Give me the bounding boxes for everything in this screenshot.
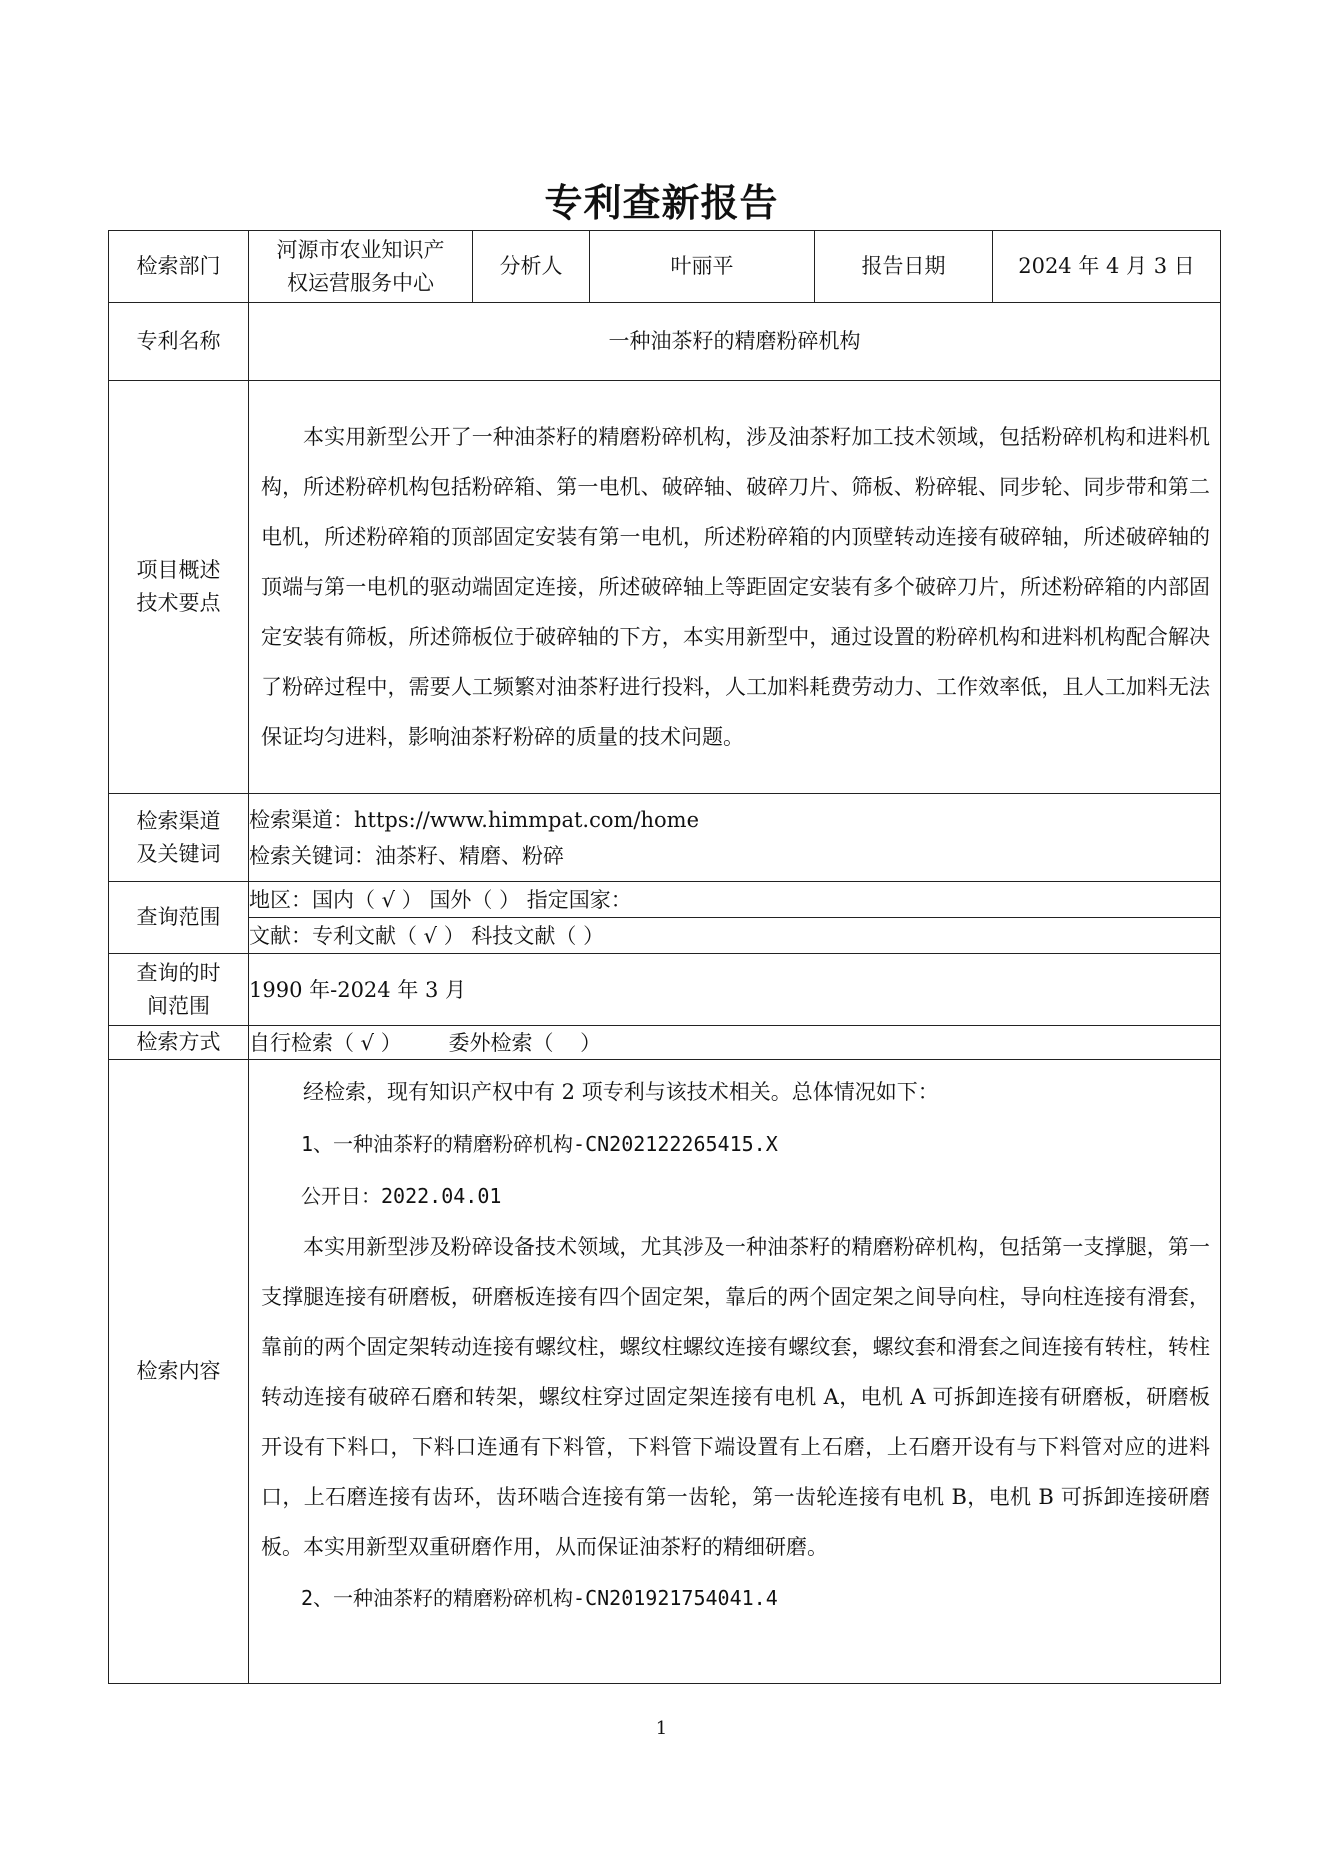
time-range-value: 1990 年-2024 年 3 月 — [249, 954, 1221, 1026]
date-value: 2024 年 4 月 3 日 — [993, 231, 1221, 303]
overview-label — [109, 381, 249, 794]
result-2-title: 2、一种油茶籽的精磨粉碎机构-CN201921754041.4 — [301, 1586, 778, 1610]
channel-prefix: 检索渠道： — [249, 807, 354, 832]
results-cell — [249, 1060, 1221, 1684]
patent-name-value: 一种油茶籽的精磨粉碎机构 — [249, 303, 1221, 381]
keywords-line: 检索关键词：油茶籽、精磨、粉碎 — [249, 843, 564, 868]
scope-literature: 文献：专利文献（ √ ） 科技文献（ ） — [249, 918, 1221, 954]
results-label: 检索内容 — [109, 1060, 249, 1684]
result-1-date: 公开日：2022.04.01 — [301, 1184, 502, 1208]
results-summary: 经检索，现有知识产权中有 2 项专利与该技术相关。总体情况如下： — [303, 1080, 939, 1104]
dept-value — [249, 231, 473, 303]
dept-value-line2: 权运营服务中心 — [287, 270, 434, 295]
scope-label: 查询范围 — [109, 882, 249, 954]
result-1-title: 1、一种油茶籽的精磨粉碎机构-CN202122265415.X — [301, 1132, 778, 1156]
scope-row-literature — [109, 918, 1221, 954]
analyst-value: 叶丽平 — [590, 231, 815, 303]
method-row — [109, 1026, 1221, 1060]
method-label: 检索方式 — [109, 1026, 249, 1060]
overview-text-cell — [249, 381, 1221, 794]
time-range-label — [109, 954, 249, 1026]
channel-cell — [249, 794, 1221, 882]
analyst-label: 分析人 — [473, 231, 590, 303]
report-table — [108, 230, 1221, 1684]
time-range-row — [109, 954, 1221, 1026]
scope-region: 地区：国内（ √ ） 国外（ ） 指定国家： — [249, 882, 1221, 918]
header-row — [109, 231, 1221, 303]
dept-label: 检索部门 — [109, 231, 249, 303]
date-label: 报告日期 — [815, 231, 993, 303]
report-title: 专利查新报告 — [544, 181, 779, 225]
overview-label-line2: 技术要点 — [136, 591, 221, 615]
patent-name-row — [109, 303, 1221, 381]
overview-label-line1: 项目概述 — [136, 558, 221, 582]
dept-value-line1: 河源市农业知识产 — [276, 237, 445, 262]
scope-row-region — [109, 882, 1221, 918]
channel-label-line2: 及关键词 — [136, 841, 221, 866]
channel-label-line1: 检索渠道 — [136, 808, 221, 833]
overview-text: 本实用新型公开了一种油茶籽的精磨粉碎机构，涉及油茶籽加工技术领域，包括粉碎机构和进料机构，所述粉碎机构包括粉碎箱、第一电机、破碎轴、破碎刀片、筛板、粉碎辊、同步轮、同步带和第二电机，所述粉碎箱的顶部固定安装有第一电机，所述粉碎箱的内顶壁转动连接有破碎轴，所述破碎轴的顶端与第一电机的驱动端固定连接，所述破碎轴上等距固定安装有多个破碎刀片，所述粉碎箱的内部固定安装有筛板，所述筛板位于破碎轴的下方，本实用新型中，通过设置的粉碎机构和进料机构配合解决了粉碎过程中，需要人工频繁对油茶籽进行投料，人工加料耗费劳动力、工作效率低，且人工加料无法保证均匀进料，影响油茶籽粉碎的质量的技术问题。 — [261, 425, 1210, 749]
page-number: 1 — [655, 1718, 668, 1739]
channel-label — [109, 794, 249, 882]
results-row — [109, 1060, 1221, 1684]
time-range-label-line2: 间范围 — [147, 993, 210, 1018]
result-1-desc: 本实用新型涉及粉碎设备技术领域，尤其涉及一种油茶籽的精磨粉碎机构，包括第一支撑腿，第一支撑腿连接有研磨板，研磨板连接有四个固定架，靠后的两个固定架之间导向柱，导向柱连接有滑套，靠前的两个固定架转动连接有螺纹柱，螺纹柱螺纹连接有螺纹套，螺纹套和滑套之间连接有转柱，转柱转动连接有破碎石磨和转架，螺纹柱穿过固定架连接有电机 A，电机 A 可拆卸连接有研磨板，研磨板开设有下料口，下料口连通有下料管，下料管下端设置有上石磨，上石磨开设有与下料管对应的进料口，上石磨连接有齿环，齿环啮合连接有第一齿轮，第一齿轮连接有电机 B，电机 B 可拆卸连接研磨板。本实用新型双重研磨作用，从而保证油茶籽的精细研磨。 — [261, 1235, 1210, 1559]
channel-line — [249, 802, 1220, 838]
time-range-label-line1: 查询的时 — [136, 960, 221, 985]
overview-row — [109, 381, 1221, 794]
channel-row — [109, 794, 1221, 882]
method-value: 自行检索（ √ ） 委外检索（ ） — [249, 1026, 1221, 1060]
patent-name-label: 专利名称 — [109, 303, 249, 381]
channel-url: https://www.himmpat.com/home — [354, 807, 700, 832]
